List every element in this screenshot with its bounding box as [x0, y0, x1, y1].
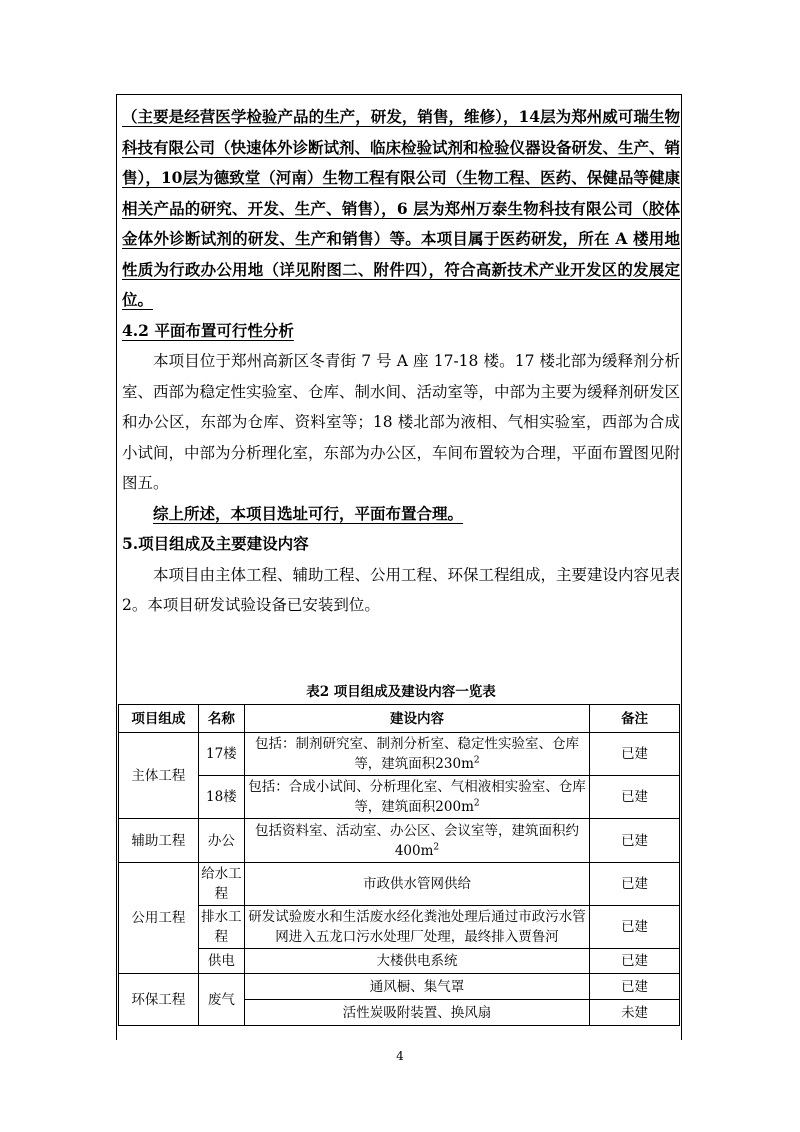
header-note: 备注 [590, 705, 680, 733]
table-row [119, 776, 680, 819]
table-header-row [119, 705, 680, 733]
section-heading-5: 5.项目组成及主要建设内容 [122, 534, 309, 553]
content-cell: 包括：合成小试间、分析理化室、气相液相实验室、仓库等，建筑面积$200m^2$ [244, 776, 589, 819]
name-cell: 给水工程 [198, 863, 244, 906]
content-cell: 包括资料室、活动室、办公区、会议室等，建筑面积约$400m^2$ [244, 819, 589, 863]
group-cell: 辅助工程 [119, 819, 199, 863]
table-row [119, 949, 680, 974]
intro-paragraph: （主要是经营医学检验产品的生产，研发，销售，维修），14层为郑州威可瑞生物科技有限公司（快速体外诊断试剂、临床检验试剂和检验仪器设备研发、生产、销售），10层为德致堂（河南）生物工程有限公司（生物工程、医药、保健品等健康相关产品的研究、开发、生产、销售），6 层为郑州万泰生物科技有限公司（胶体金体外诊断试剂的研发、生产和销售）等。本项目属于医药研发，所在 A 楼用地性质为行政办公用地（详见附图二、附件四），符合高新技术产业开发区的发展定位。 [122, 107, 681, 309]
note-cell: 已建 [590, 819, 680, 863]
content-cell: 市政供水管网供给 [244, 863, 589, 906]
note-cell: 已建 [590, 949, 680, 974]
name-cell: 供电 [198, 949, 244, 974]
content-cell: 通风橱、集气罩 [244, 974, 589, 1000]
content-cell: 大楼供电系统 [244, 949, 589, 974]
name-cell: 18楼 [198, 776, 244, 819]
group-cell: 环保工程 [119, 974, 199, 1026]
conclusion-paragraph: 综上所述，本项目选址可行，平面布置合理。 [153, 503, 464, 523]
name-cell: 办公 [198, 819, 244, 863]
header-name: 名称 [198, 705, 244, 733]
name-cell: 17楼 [198, 733, 244, 776]
name-cell: 排水工程 [198, 906, 244, 949]
table-row [119, 733, 680, 776]
table-row [119, 906, 680, 949]
layout-paragraph: 本项目位于郑州高新区冬青街 7 号 A 座 17-18 楼。17 楼北部为缓释剂分析室、西部为稳定性实验室、仓库、制水间、活动室等，中部为主要为缓释剂研发区和办公区，东部为仓库、资料室等；18 楼北部为液相、气相实验室，西部为合成小试间，中部为分析理化室，东部为办公区，车间布置较为合理，平面布置图见附图五。 [122, 352, 681, 492]
header-group: 项目组成 [119, 705, 199, 733]
composition-paragraph: 本项目由主体工程、辅助工程、公用工程、环保工程组成，主要建设内容见表2。本项目研发试验设备已安装到位。 [122, 565, 681, 614]
project-composition-table [118, 704, 680, 1026]
note-cell: 已建 [590, 776, 680, 819]
page-number: 4 [396, 1049, 404, 1063]
note-cell: 未建 [590, 1000, 680, 1026]
table-row [119, 974, 680, 1000]
table-row [119, 819, 680, 863]
note-cell: 已建 [590, 974, 680, 1000]
document-body [122, 102, 680, 621]
note-cell: 已建 [590, 863, 680, 906]
table-row [119, 863, 680, 906]
note-cell: 已建 [590, 733, 680, 776]
section-heading-4-2: 4.2 平面布置可行性分析 [122, 320, 294, 340]
name-cell: 废气 [198, 974, 244, 1026]
group-cell: 主体工程 [119, 733, 199, 819]
content-cell: 研发试验废水和生活废水经化粪池处理后通过市政污水管网进入五龙口污水处理厂处理，最终排入贾鲁河 [244, 906, 589, 949]
content-cell: 活性炭吸附装置、换风扇 [244, 1000, 589, 1026]
header-content: 建设内容 [244, 705, 589, 733]
table-title: 表2 项目组成及建设内容一览表 [306, 684, 496, 700]
note-cell: 已建 [590, 906, 680, 949]
group-cell: 公用工程 [119, 863, 199, 974]
content-cell: 包括：制剂研究室、制剂分析室、稳定性实验室、仓库等，建筑面积$230m^2$ [244, 733, 589, 776]
